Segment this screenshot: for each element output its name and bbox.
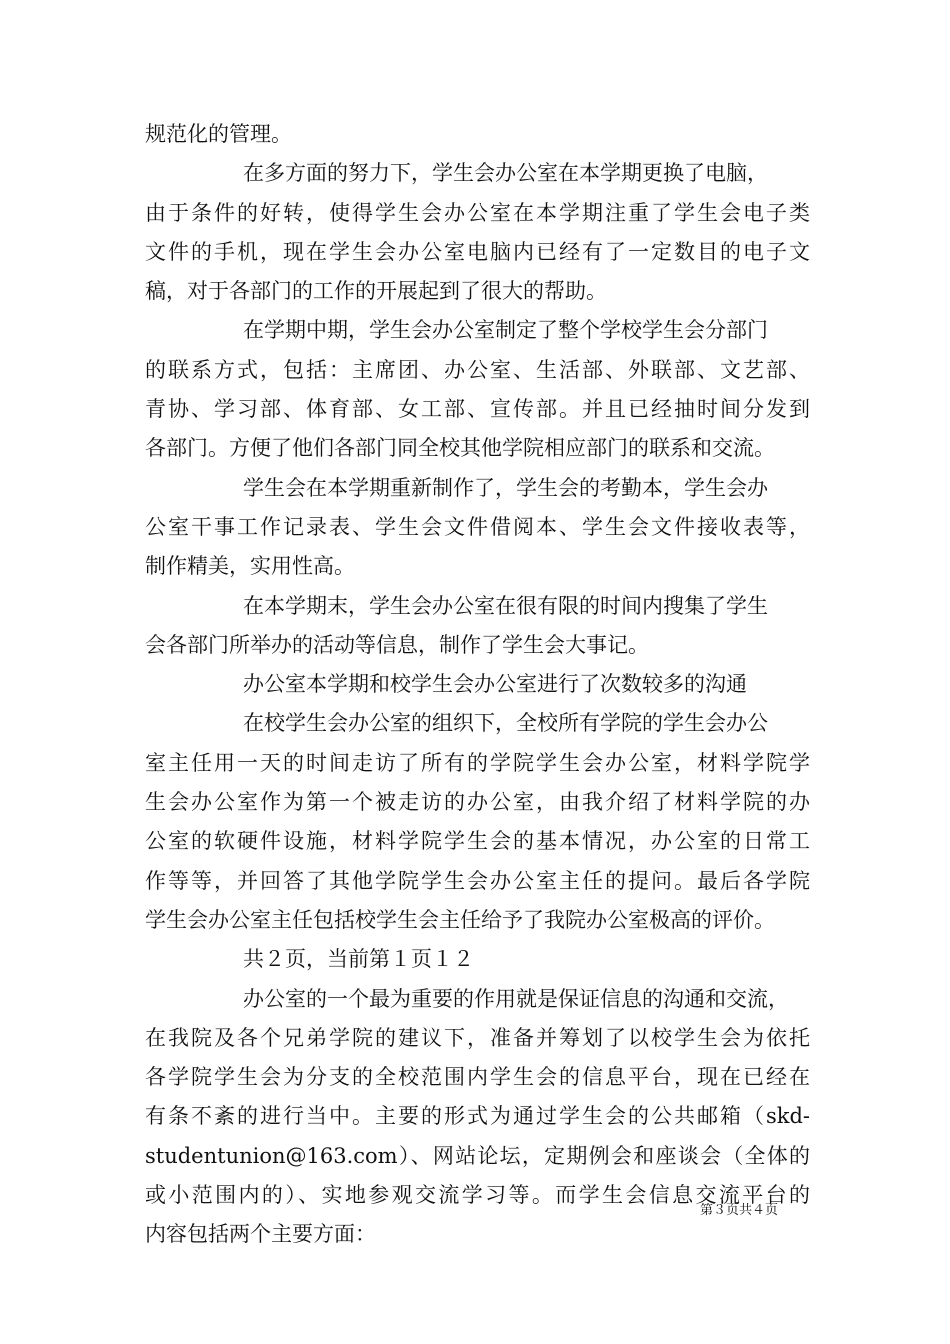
text-line: 各部门。方便了他们各部门同全校其他学院相应部门的联系和交流。 [145, 436, 775, 461]
text-line: 有条不紊的进行当中。主要的形式为通过学生会的公共邮箱（skd- [145, 1104, 810, 1129]
page-counter-note: 共２页，当前第１页１２ [243, 947, 474, 972]
text-line: 制作精美，实用性高。 [145, 554, 355, 579]
document-body [145, 115, 810, 1255]
text-line: 各学院学生会为分支的全校范围内学生会的信息平台，现在已经在 [145, 1065, 810, 1090]
text-line: 由于条件的好转，使得学生会办公室在本学期注重了学生会电子类 [145, 200, 810, 225]
text-line: 或小范围内的）、实地参观交流学习等。而学生会信息交流平台的 [145, 1183, 810, 1208]
text-line: 公室干事工作记录表、学生会文件借阅本、学生会文件接收表等， [145, 514, 810, 539]
paragraph-first-line: 学生会在本学期重新制作了，学生会的考勤本，学生会办 [243, 475, 768, 500]
paragraph-first-line: 在本学期末，学生会办公室在很有限的时间内搜集了学生 [243, 593, 768, 618]
text-line: studentunion@163.com）、网站论坛，定期例会和座谈会（全体的 [145, 1143, 810, 1168]
page-number-footer: 第３页共４页 [700, 1203, 779, 1218]
section-heading: 办公室本学期和校学生会办公室进行了次数较多的沟通 [243, 672, 747, 697]
text-line: 青协、学习部、体育部、女工部、宣传部。并且已经抽时间分发到 [145, 397, 810, 422]
paragraph-first-line: 办公室的一个最为重要的作用就是保证信息的沟通和交流， [243, 986, 789, 1011]
text-line: 作等等，并回答了其他学院学生会办公室主任的提问。最后各学院 [145, 868, 810, 893]
text-line: 在我院及各个兄弟学院的建议下，准备并筹划了以校学生会为依托 [145, 1025, 810, 1050]
paragraph-first-line: 在学期中期，学生会办公室制定了整个学校学生会分部门 [243, 318, 768, 343]
text-line: 稿，对于各部门的工作的开展起到了很大的帮助。 [145, 279, 607, 304]
text-line: 学生会办公室主任包括校学生会主任给予了我院办公室极高的评价。 [145, 907, 775, 932]
text-line: 公室的软硬件设施，材料学院学生会的基本情况，办公室的日常工 [145, 829, 810, 854]
text-line: 规范化的管理。 [145, 122, 292, 146]
paragraph-first-line: 在多方面的努力下，学生会办公室在本学期更换了电脑， [243, 161, 768, 186]
text-line: 的联系方式，包括：主席团、办公室、生活部、外联部、文艺部、 [145, 357, 810, 382]
text-line: 生会办公室作为第一个被走访的办公室，由我介绍了材料学院的办 [145, 790, 810, 815]
text-line: 内容包括两个主要方面： [145, 1222, 376, 1247]
text-line: 会各部门所举办的活动等信息，制作了学生会大事记。 [145, 632, 649, 657]
text-line: 室主任用一天的时间走访了所有的学院学生会办公室，材料学院学 [145, 750, 810, 775]
text-line: 文件的手机，现在学生会办公室电脑内已经有了一定数目的电子文 [145, 239, 810, 264]
paragraph-first-line: 在校学生会办公室的组织下，全校所有学院的学生会办公 [243, 711, 768, 736]
